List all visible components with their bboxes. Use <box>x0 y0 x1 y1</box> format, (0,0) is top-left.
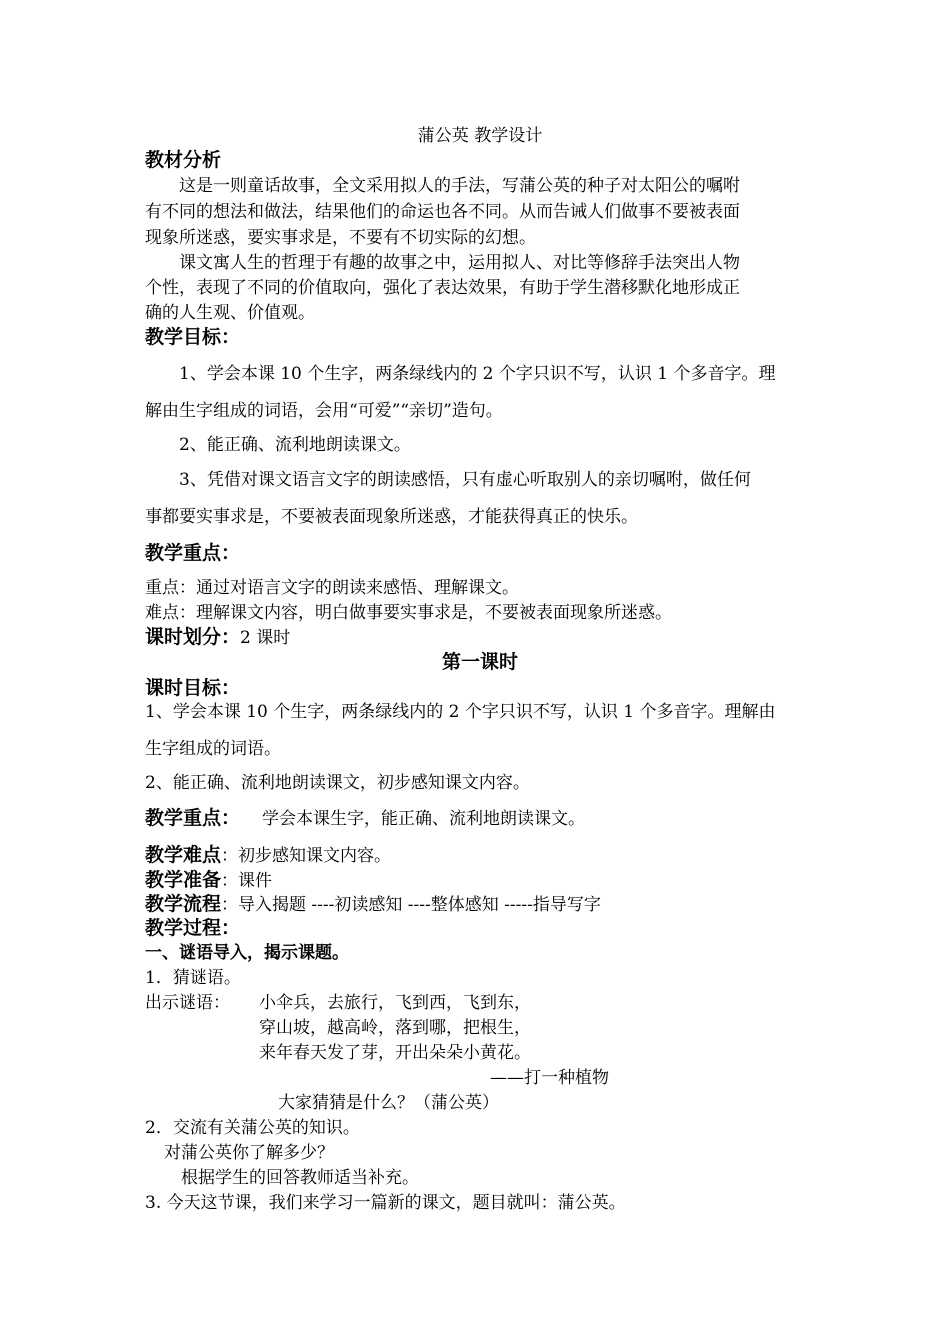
lesson1-focus-label: 教学重点： <box>145 807 241 829</box>
keypoints-heading: 教学重点： <box>145 542 241 564</box>
schedule-value: 2 课时 <box>240 628 291 648</box>
riddle-answer: 大家猜猜是什么？（蒲公英） <box>278 1093 499 1113</box>
riddle-label: 出示谜语： <box>145 993 230 1013</box>
lesson1-goal-1-line1: 1、学会本课 10 个生字，两条绿线内的 2 个字只识不写，认识 1 个多音字。理解由 <box>145 702 776 722</box>
lesson1-title: 第一课时 <box>441 651 518 673</box>
lesson1-focus-line <box>145 806 585 831</box>
lesson1-flow-value: ：导入揭题 ----初读感知 ----整体感知 -----指导写字 <box>221 895 601 915</box>
lesson1-flow-line <box>145 892 601 917</box>
document-title: 蒲公英 教学设计 <box>417 126 543 146</box>
goal-3-line2: 事都要实事求是，不要被表面现象所迷惑，才能获得真正的快乐。 <box>145 507 638 527</box>
analysis-p1-line3: 现象所迷惑，要实事求是，不要有不切实际的幻想。 <box>145 228 536 248</box>
step-3: 3. 今天这节课，我们来学习一篇新的课文，题目就叫：蒲公英。 <box>145 1193 626 1213</box>
lesson1-difficulty-line <box>145 843 391 868</box>
goal-1-line1: 1、学会本课 10 个生字，两条绿线内的 2 个字只识不写，认识 1 个多音字。理 <box>179 364 776 384</box>
step-1: 1．猜谜语。 <box>145 968 241 988</box>
goal-2: 2、能正确、流利地朗读课文。 <box>179 435 411 455</box>
goal-1-line2: 解由生字组成的词语，会用“可爱”“亲切”造句。 <box>145 401 503 421</box>
lesson1-prep-value: ：课件 <box>221 871 273 891</box>
riddle-line-1: 小伞兵，去旅行，飞到西，飞到东， <box>259 993 531 1013</box>
riddle-hint: ——打一种植物 <box>490 1068 609 1088</box>
analysis-p1-line2: 有不同的想法和做法，结果他们的命运也各不同。从而告诫人们做事不要被表面 <box>145 202 740 222</box>
analysis-heading: 教材分析 <box>145 149 222 171</box>
goal-3-line1: 3、凭借对课文语言文字的朗读感悟，只有虚心听取别人的亲切嘱咐，做任何 <box>179 470 751 490</box>
goals-heading: 教学目标： <box>145 326 241 348</box>
lesson1-goal-2: 2、能正确、流利地朗读课文，初步感知课文内容。 <box>145 773 530 793</box>
lesson1-flow-label: 教学流程 <box>145 893 222 915</box>
riddle-line-2: 穿山坡，越高岭，落到哪，把根生， <box>259 1018 531 1038</box>
schedule-line <box>145 625 290 650</box>
lesson1-focus-value: 学会本课生字，能正确、流利地朗读课文。 <box>262 809 586 829</box>
lesson1-goals-heading: 课时目标： <box>145 677 241 699</box>
lesson1-goal-1-line2: 生字组成的词语。 <box>145 739 281 759</box>
step-2-question: 对蒲公英你了解多少？ <box>164 1143 334 1163</box>
analysis-p2-line2: 个性，表现了不同的价值取向，强化了表达效果，有助于学生潜移默化地形成正 <box>145 278 740 298</box>
schedule-label: 课时划分： <box>145 626 241 648</box>
lesson1-prep-label: 教学准备 <box>145 869 222 891</box>
lesson1-process-heading: 教学过程： <box>145 917 241 939</box>
step-2-note: 根据学生的回答教师适当补充。 <box>181 1168 419 1188</box>
riddle-line-3: 来年春天发了芽，开出朵朵小黄花。 <box>259 1043 531 1063</box>
step-2: 2．交流有关蒲公英的知识。 <box>145 1118 360 1138</box>
lesson1-difficulty-label: 教学难点 <box>145 844 222 866</box>
analysis-p2-line3: 确的人生观、价值观。 <box>145 303 315 323</box>
analysis-p1-line1: 这是一则童话故事，全文采用拟人的手法，写蒲公英的种子对太阳公的嘱咐 <box>179 176 740 196</box>
lesson1-prep-line <box>145 868 272 893</box>
keypoint-focus: 重点：通过对语言文字的朗读来感悟、理解课文。 <box>145 578 519 598</box>
section-1-heading: 一、谜语导入，揭示课题。 <box>145 943 349 963</box>
lesson1-difficulty-value: ：初步感知课文内容。 <box>221 846 392 866</box>
analysis-p2-line1: 课文寓人生的哲理于有趣的故事之中，运用拟人、对比等修辞手法突出人物 <box>179 253 740 273</box>
keypoint-difficulty: 难点：理解课文内容，明白做事要实事求是，不要被表面现象所迷惑。 <box>145 603 672 623</box>
